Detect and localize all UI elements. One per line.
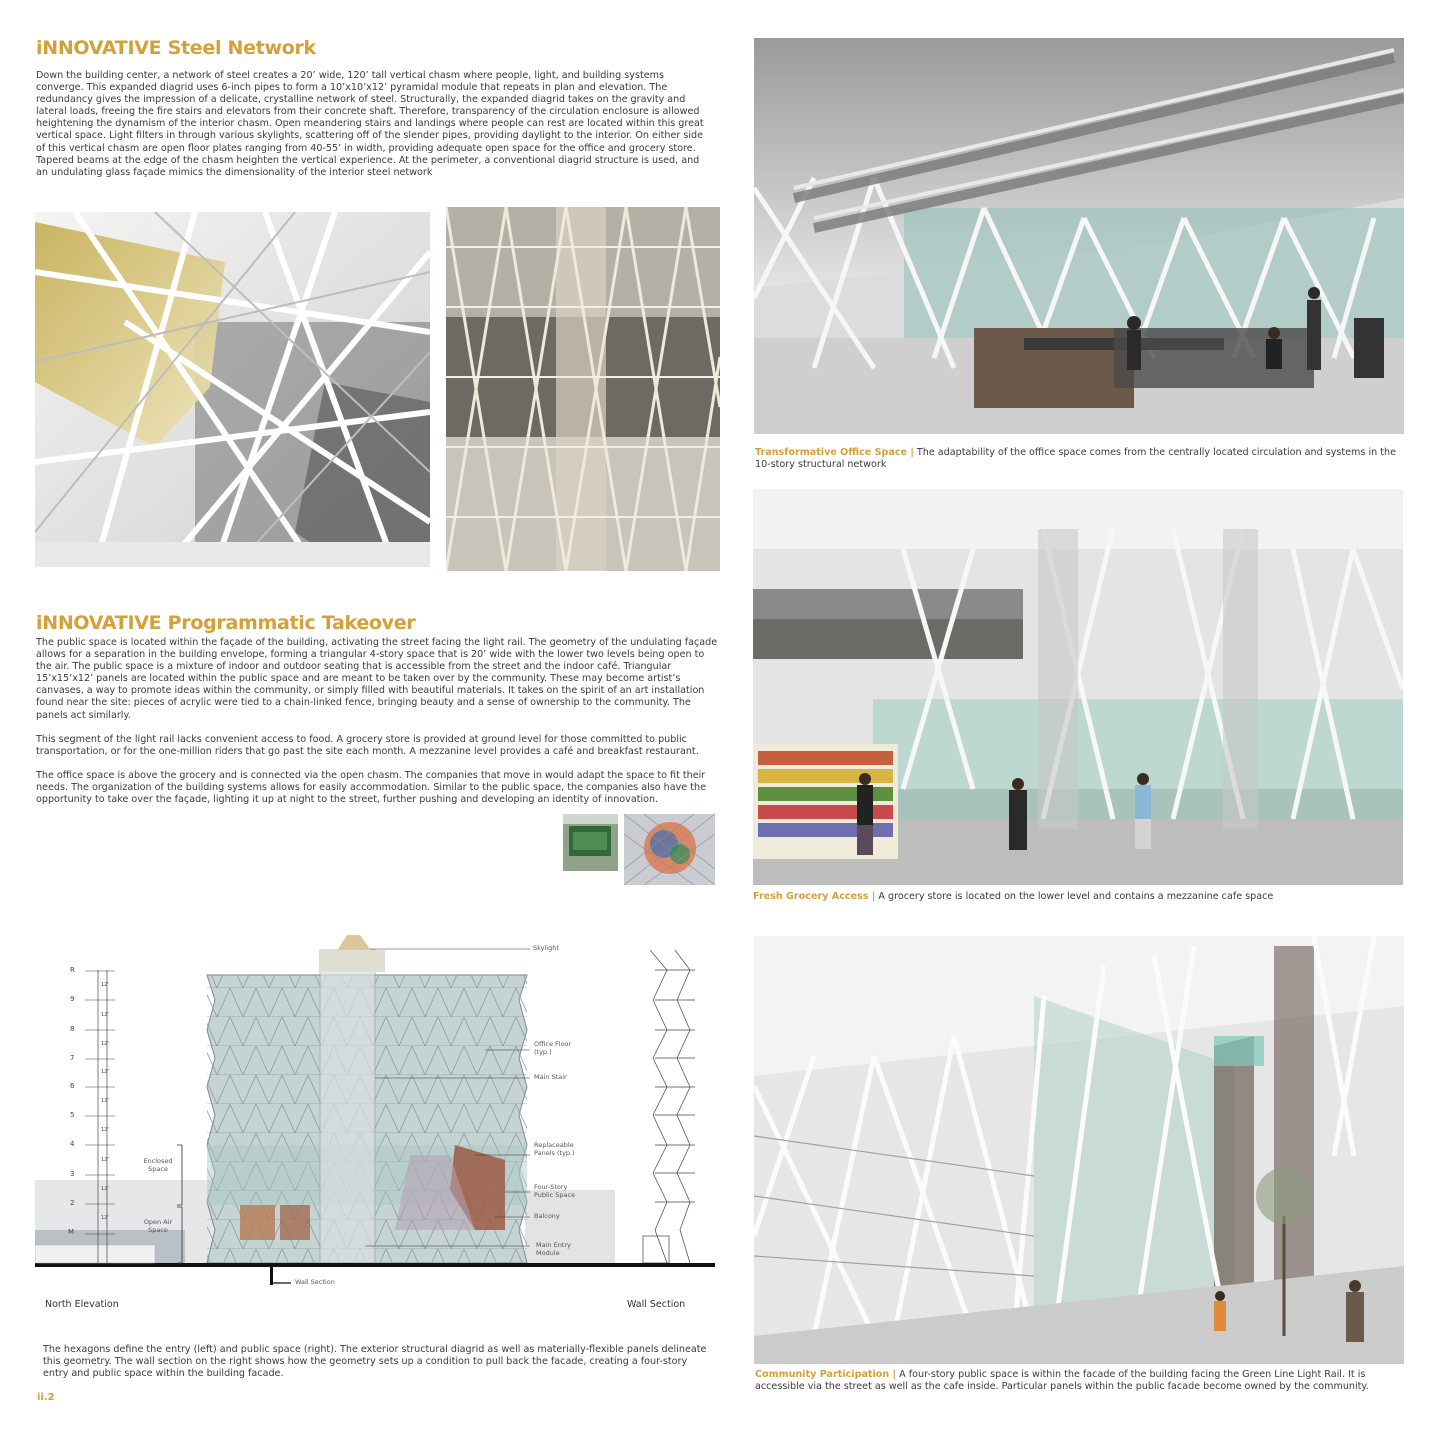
chain-link-art-photo-image [624,814,715,885]
dim-label: 12' [101,982,109,988]
open-air-space-label: Open Air Space [143,1218,173,1234]
office-caption [755,447,1401,471]
level-label-6: 6 [70,1082,75,1090]
level-label-2: 2 [70,1199,75,1207]
wall-section-marker-label: Wall Section [295,1278,335,1286]
level-label-5: 5 [70,1111,75,1119]
section2-body [36,637,720,818]
level-label-3: 3 [70,1170,75,1178]
dim-label: 12' [101,1186,109,1192]
community-caption [755,1369,1401,1393]
steel-network-render-image [35,212,430,567]
dim-label: 12' [101,1127,109,1133]
level-label-m: M [68,1228,75,1236]
level-label-4: 4 [70,1140,75,1148]
level-label-9: 9 [70,995,75,1003]
section2-paragraph-3: The office space is above the grocery and is connected via the open chasm. The companies that move in would adapt the space to fit their needs. The organization of the building systems allows for easily accommodation. Similar to the public space, the companies also have the opportunity to take over the façade, lighting it up at night to the street, further pushing and developing an identity of innovation. [36,769,707,806]
section2-title: iNNOVATIVE Programmatic Takeover [36,612,416,634]
grocery-caption [753,891,1399,903]
replaceable-panels-label: Replaceable Panels (typ.) [534,1141,575,1157]
dim-label: 12' [101,1041,109,1047]
community-participation-render-image [754,936,1404,1364]
dim-label: 12' [101,1215,109,1221]
office-caption-label: Transformative Office Space | [755,447,914,458]
section1-paragraph: Down the building center, a network of steel creates a 20’ wide, 120’ tall vertical chasm where people, light, and building systems converge. This expanded diagrid uses 6-inch pipes to form a 10’x10’x12’ pyramidal module that repeats in plan and elevation. The redundancy gives the impression of a delicate, crystalline network of steel. Structurally, the expanded diagrid takes on the gravity and lateral loads, freeing the fire stairs and elevators from their concrete shaft. Therefore, transparency of the circulation enclosure is allowed heightening the dynamism of the interior chasm. Open meandering stairs and landings where people can rest are located within this great vertical space. Light filters in through various skylights, scattering off of the slender pipes, providing daylight to the interior. On either side of this vertical chasm are open floor plates ranging from 40-55’ in width, providing adequate open space for the office and grocery store. Tapered beams at the edge of the chasm heighten the vertical experience. At the perimeter, a conventional diagrid structure is used, and an undulating glass façade mimics the dimensionality of the interior steel network [36,70,704,178]
skylight-label: Skylight [533,944,559,952]
office-caption-text: The adaptability of the office space comes from the centrally located circulation and systems in the 10-story structural network [755,447,1396,470]
balcony-label: Balcony [534,1212,560,1220]
enclosed-space-label: Enclosed Space [143,1157,173,1173]
section2-paragraph-2: This segment of the light rail lacks convenient access to food. A grocery store is provided at ground level for those committed to public transportation, or for the one-million riders that go past the site each month. A mezzanine level provides a café and breakfast restaurant. [36,733,699,757]
main-stair-label: Main Stair [534,1073,567,1081]
dim-label: 12' [101,1012,109,1018]
office-floor-label: Office Floor (typ.) [534,1040,572,1056]
grocery-caption-text: A grocery store is located on the lower level and contains a mezzanine cafe space [875,891,1274,902]
north-elevation-drawing [35,930,715,1310]
level-label-7: 7 [70,1054,75,1062]
dim-label: 12' [101,1098,109,1104]
wall-section-title: Wall Section [627,1299,686,1310]
steel-model-photo-image [446,207,720,571]
community-caption-text: A four-story public space is within the facade of the building facing the Green Line Light Rail. It is accessible via the street as well as the cafe inside. Particular panels within the public facade become owned by the community. [755,1369,1369,1392]
north-elevation-title: North Elevation [45,1299,119,1310]
grocery-render-image [753,489,1403,885]
four-story-public-space-label: Four-Story Public Space [534,1183,576,1199]
site-sign-photo-image [563,814,618,871]
main-entry-module-label: Main Entry Module [536,1241,571,1257]
page-number: ii.2 [37,1392,55,1403]
level-label-r: R [70,966,75,974]
dim-label: 12' [101,1069,109,1075]
community-caption-label: Community Participation | [755,1369,897,1380]
section1-title: iNNOVATIVE Steel Network [36,37,316,59]
grocery-caption-label: Fresh Grocery Access | [753,891,876,902]
office-space-render-image [754,38,1404,434]
level-label-8: 8 [70,1025,75,1033]
elevation-description: The hexagons define the entry (left) and public space (right). The exterior structural diagrid as well as materially-flexible panels delineate this geometry. The wall section on the right shows how the geometry sets up a condition to pull back the facade, creating a four-story entry and public space within the building facade. [43,1344,707,1380]
dim-label: 12' [101,1157,109,1163]
section2-paragraph-1: The public space is located within the façade of the building, activating the street facing the light rail. The geometry of the undulating façade allows for a separation in the building envelope, forming a triangular 4-story space that is 20’ wide with the lower two levels being open to the air. The public space is a mixture of indoor and outdoor seating that is accessible from the street and the indoor café. Triangular 15’x15’x12’ panels are located within the public space and are meant to be taken over by the community. These may become artist’s canvases, a way to promote ideas within the community, or simply filled with beautiful materials. It takes on the spirit of an art installation found near the site: pieces of acrylic were tied to a chain-linked fence, bringing beauty and a sense of ownership to the community. The panels act similarly. [36,637,718,721]
